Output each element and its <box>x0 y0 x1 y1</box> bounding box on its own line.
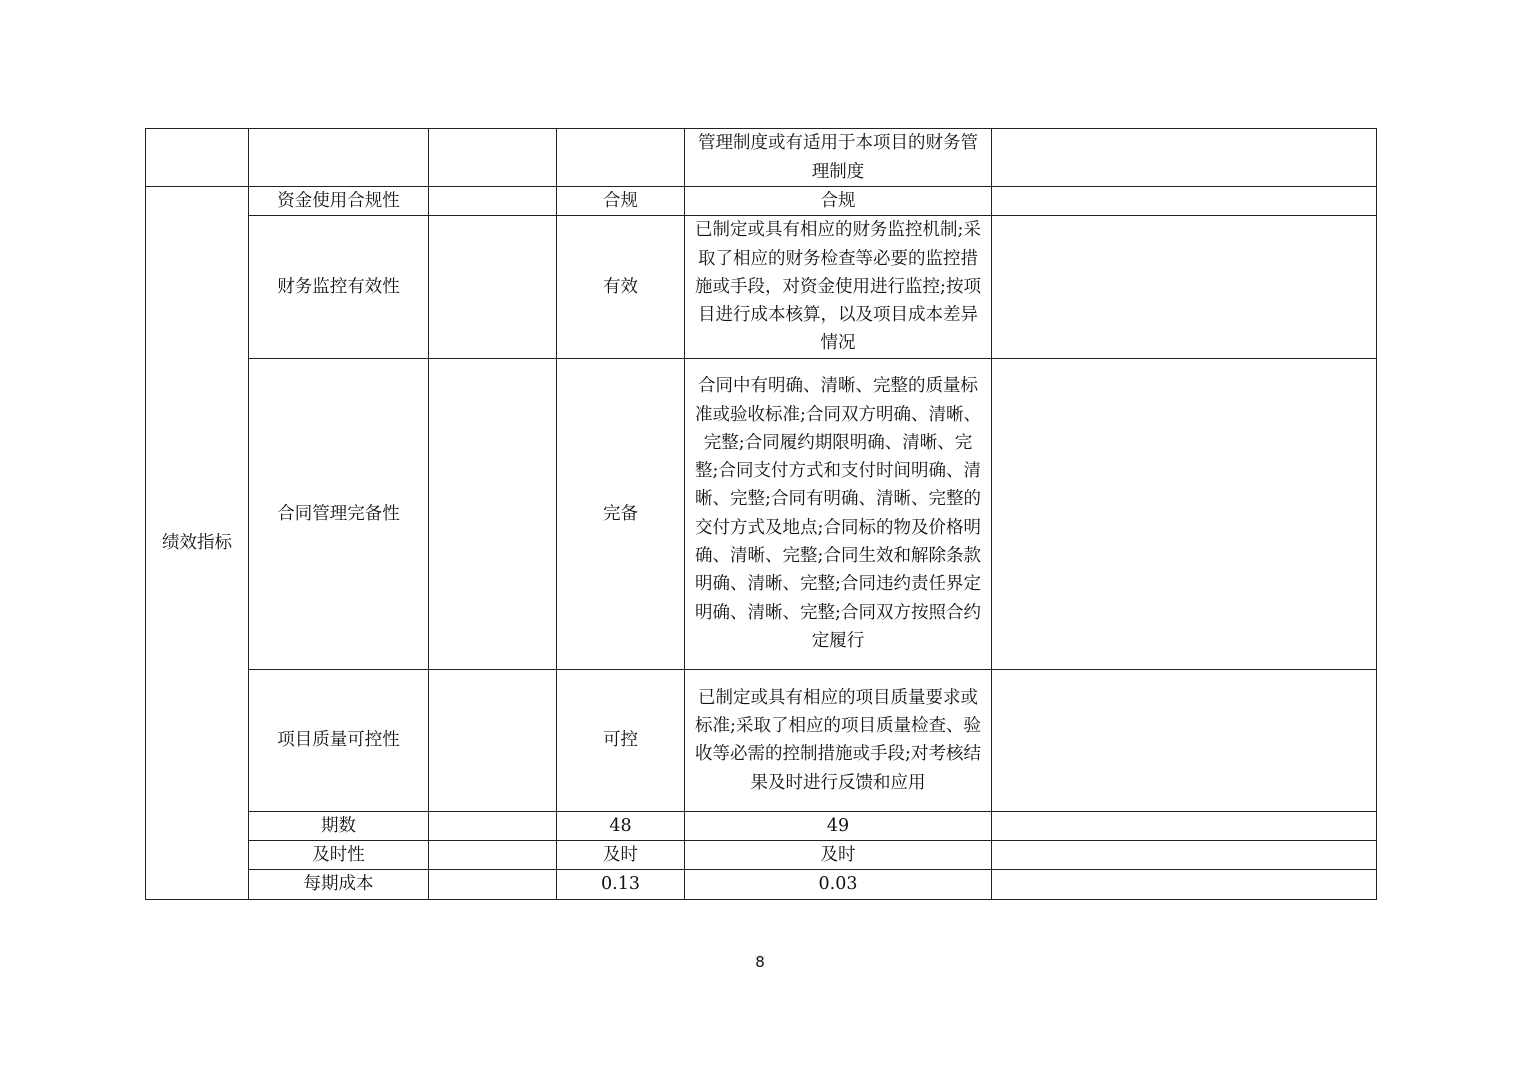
score-cell <box>992 841 1377 870</box>
empty-cell <box>429 358 557 669</box>
score-cell <box>992 129 1377 187</box>
empty-cell <box>429 129 557 187</box>
table-row <box>146 358 1377 669</box>
empty-cell <box>429 216 557 358</box>
score-cell <box>992 870 1377 899</box>
standard-cell: 49 <box>685 811 992 840</box>
indicator-cell: 期数 <box>249 811 429 840</box>
standard-cell: 已制定或具有相应的项目质量要求或标准;采取了相应的项目质量检查、验收等必需的控制措施或手段;对考核结果及时进行反馈和应用 <box>685 669 992 811</box>
score-cell <box>992 187 1377 216</box>
page-number: 8 <box>755 953 765 971</box>
target-cell: 可控 <box>557 669 685 811</box>
table-row <box>146 841 1377 870</box>
standard-cell: 及时 <box>685 841 992 870</box>
standard-cell: 管理制度或有适用于本项目的财务管理制度 <box>685 129 992 187</box>
performance-table <box>145 128 1377 900</box>
indicator-cell: 及时性 <box>249 841 429 870</box>
score-cell <box>992 358 1377 669</box>
target-cell: 有效 <box>557 216 685 358</box>
category-cell: 绩效指标 <box>146 187 249 900</box>
empty-cell <box>429 841 557 870</box>
indicator-cell: 资金使用合规性 <box>249 187 429 216</box>
standard-cell: 合规 <box>685 187 992 216</box>
target-cell <box>557 129 685 187</box>
score-cell <box>992 669 1377 811</box>
table-row <box>146 669 1377 811</box>
indicator-cell <box>249 129 429 187</box>
empty-cell <box>429 187 557 216</box>
target-cell: 及时 <box>557 841 685 870</box>
indicator-cell: 每期成本 <box>249 870 429 899</box>
empty-cell <box>429 811 557 840</box>
table-row <box>146 811 1377 840</box>
standard-cell: 0.03 <box>685 870 992 899</box>
standard-cell: 合同中有明确、清晰、完整的质量标准或验收标准;合同双方明确、清晰、完整;合同履约期限明确、清晰、完整;合同支付方式和支付时间明确、清晰、完整;合同有明确、清晰、完整的交付方式及地点;合同标的物及价格明确、清晰、完整;合同生效和解除条款明确、清晰、完整;合同违约责任界定明确、清晰、完整;合同双方按照合约定履行 <box>685 358 992 669</box>
indicator-cell: 财务监控有效性 <box>249 216 429 358</box>
target-cell: 合规 <box>557 187 685 216</box>
standard-cell: 已制定或具有相应的财务监控机制;采取了相应的财务检查等必要的监控措施或手段，对资金使用进行监控;按项目进行成本核算，以及项目成本差异情况 <box>685 216 992 358</box>
indicator-cell: 合同管理完备性 <box>249 358 429 669</box>
table-row <box>146 129 1377 187</box>
table-row <box>146 187 1377 216</box>
category-cell <box>146 129 249 187</box>
indicator-cell: 项目质量可控性 <box>249 669 429 811</box>
score-cell <box>992 811 1377 840</box>
target-cell: 0.13 <box>557 870 685 899</box>
target-cell: 完备 <box>557 358 685 669</box>
empty-cell <box>429 669 557 811</box>
target-cell: 48 <box>557 811 685 840</box>
score-cell <box>992 216 1377 358</box>
table-row <box>146 870 1377 899</box>
table-row <box>146 216 1377 358</box>
empty-cell <box>429 870 557 899</box>
